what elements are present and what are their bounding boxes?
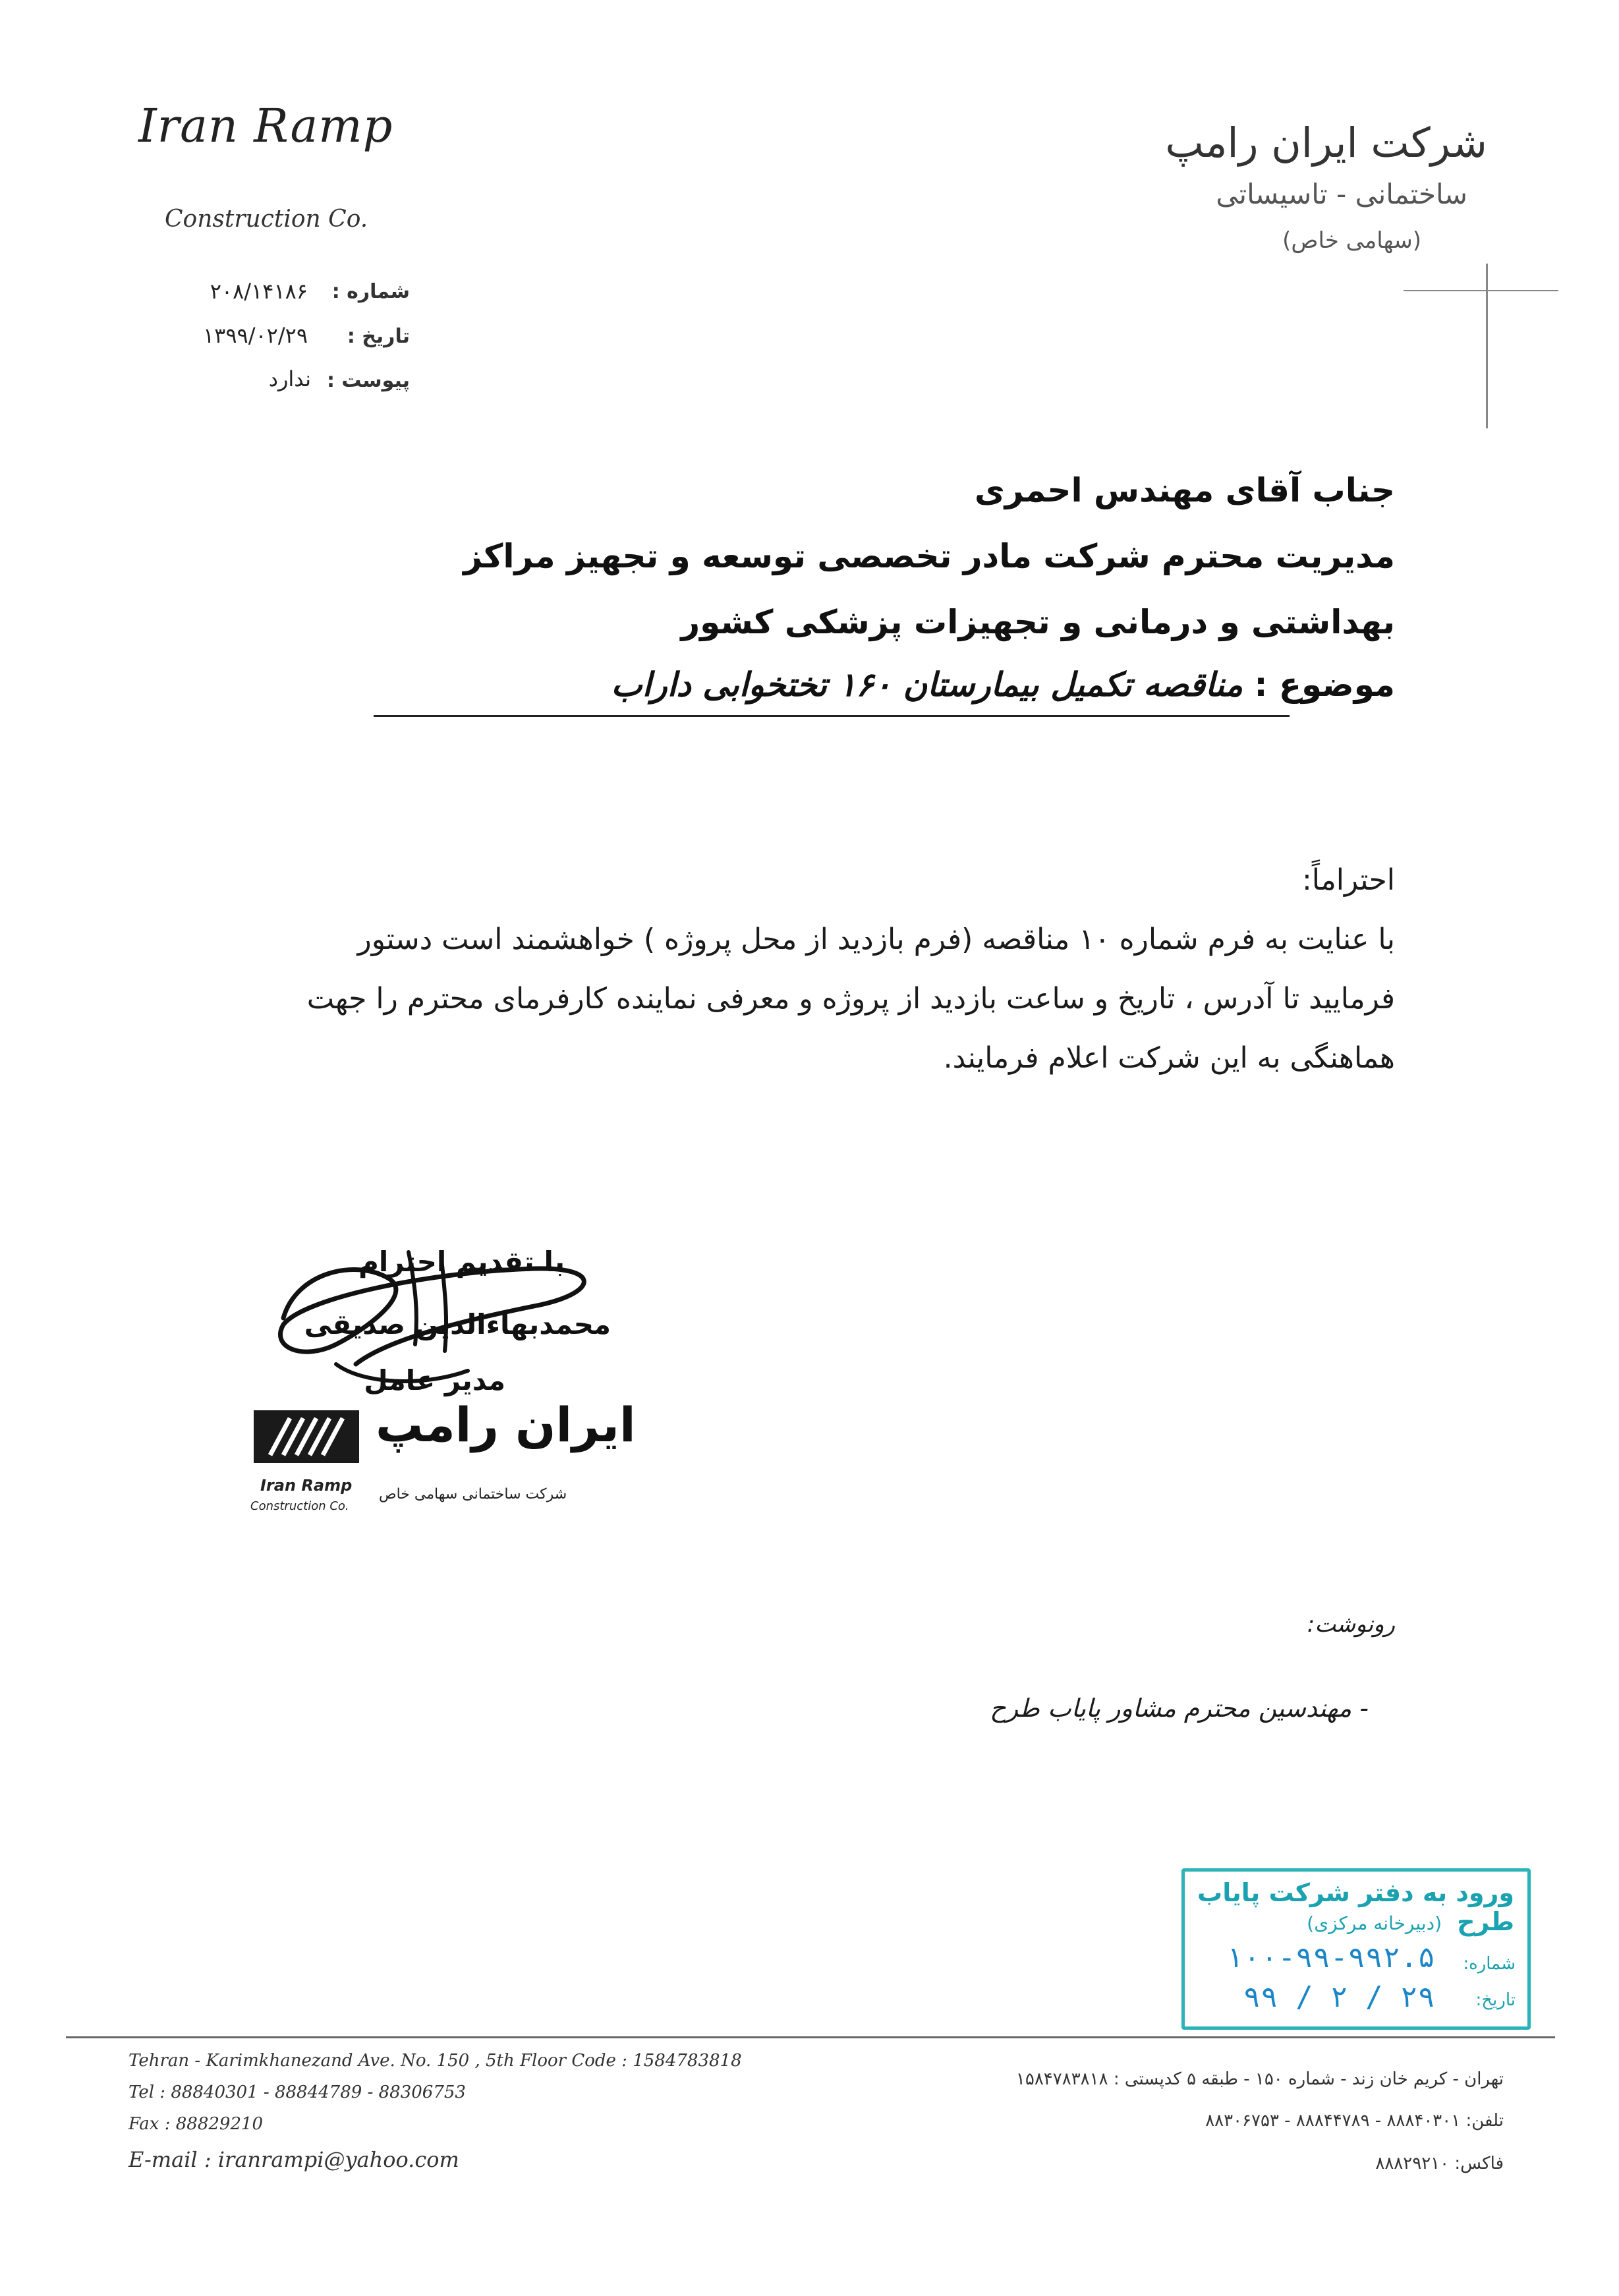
- entry-number-label: شماره:: [1463, 1954, 1516, 1974]
- subject-label: موضوع :: [1254, 666, 1395, 704]
- corner-mark: [1404, 290, 1558, 291]
- entry-date-value: ۹۹ / ۲ / ۲۹: [1243, 1980, 1435, 2014]
- entry-date-label: تاریخ:: [1475, 1990, 1516, 2010]
- footer-address-fa: تهران - کریم خان زند - شماره ۱۵۰ - طبقه ۵ کدپستی : ۱۵۸۴۷۸۳۸۱۸: [1015, 2069, 1504, 2089]
- corner-mark: [1486, 264, 1488, 428]
- greeting: احتراماً:: [1301, 863, 1395, 897]
- subject-underline: [374, 715, 1290, 717]
- footer-fax-en: Fax : 88829210: [128, 2114, 264, 2134]
- number-value: ۲۰۸/۱۴۱۸۶: [210, 279, 308, 304]
- addressee-org-line2: بهداشتی و درمانی و تجهیزات پزشکی کشور: [681, 603, 1395, 641]
- company-logo-fa: شرکت ایران رامپ: [1165, 119, 1487, 167]
- entry-number-value: ۱۰۰-۹۹-۹۹۲.۵: [1226, 1941, 1435, 1974]
- addressee-org-line1: مدیریت محترم شرکت مادر تخصصی توسعه و تجهیز مراکز: [463, 537, 1395, 575]
- stamp-subtitle-en: Construction Co.: [250, 1499, 349, 1513]
- attachment-value: ندارد: [268, 366, 311, 391]
- company-logo-en: Iran Ramp: [138, 99, 393, 153]
- number-label: شماره :: [331, 280, 410, 303]
- cc-item: - مهندسین محترم مشاور پایاب طرح: [990, 1694, 1369, 1723]
- footer-divider: [66, 2036, 1555, 2038]
- stamp-name-fa: ایران رامپ: [376, 1397, 636, 1452]
- company-type-fa: (سهامی خاص): [1282, 227, 1421, 254]
- stamp-logo-icon: [254, 1410, 359, 1463]
- signer-name: محمدبهاءالدین صدیقی: [304, 1308, 611, 1340]
- company-subtitle-en: Construction Co.: [165, 206, 368, 233]
- subject-line: [611, 666, 1396, 704]
- body-line-2: فرمایید تا آدرس ، تاریخ و ساعت بازدید از پروژه و معرفی نماینده کارفرمای محترم را جهت: [306, 982, 1395, 1016]
- company-subtitle-fa: ساختمانی - تاسیساتی: [1216, 178, 1467, 210]
- entry-stamp: [1181, 1868, 1531, 2030]
- entry-stamp-title: ورود به دفتر شرکت پایاب طرح: [1197, 1878, 1514, 1936]
- stamp-name-en: Iran Ramp: [260, 1476, 353, 1495]
- signer-title: مدیر عامل: [364, 1364, 505, 1396]
- entry-stamp-subtitle: (دبیرخانه مرکزی): [1307, 1912, 1442, 1934]
- closing: با تقدیم احترام: [358, 1246, 565, 1278]
- stamp-logo-mark: [254, 1410, 359, 1463]
- date-value: ۱۳۹۹/۰۲/۲۹: [202, 323, 308, 348]
- footer-address-en: Tehran - Karimkhanezand Ave. No. 150 , 5th Floor Code : 1584783818: [128, 2051, 742, 2071]
- handwritten-signature: [257, 1232, 626, 1397]
- footer-fax-fa: فاکس: ۸۸۸۲۹۲۱۰: [1375, 2154, 1504, 2173]
- date-label: تاریخ :: [347, 325, 410, 348]
- footer-tel-en: Tel : 88840301 - 88844789 - 88306753: [128, 2082, 466, 2102]
- footer-email-en: E-mail : iranrampi@yahoo.com: [128, 2147, 459, 2172]
- body-line-3: هماهنگی به این شرکت اعلام فرمایند.: [943, 1041, 1395, 1075]
- stamp-subtitle-fa: شرکت ساختمانی سهامی خاص: [379, 1486, 567, 1503]
- subject-value: مناقصه تکمیل بیمارستان ۱۶۰ تختخوابی داراب: [611, 666, 1243, 704]
- body-line-1: با عنایت به فرم شماره ۱۰ مناقصه (فرم بازدید از محل پروژه ) خواهشمند است دستور: [357, 923, 1395, 956]
- attachment-label: پیوست :: [326, 369, 410, 392]
- footer-tel-fa: تلفن: ۸۸۸۴۰۳۰۱ - ۸۸۸۴۴۷۸۹ - ۸۸۳۰۶۷۵۳: [1205, 2111, 1504, 2131]
- addressee-name: جناب آقای مهندس احمری: [974, 471, 1395, 509]
- cc-label: رونوشت:: [1307, 1611, 1395, 1638]
